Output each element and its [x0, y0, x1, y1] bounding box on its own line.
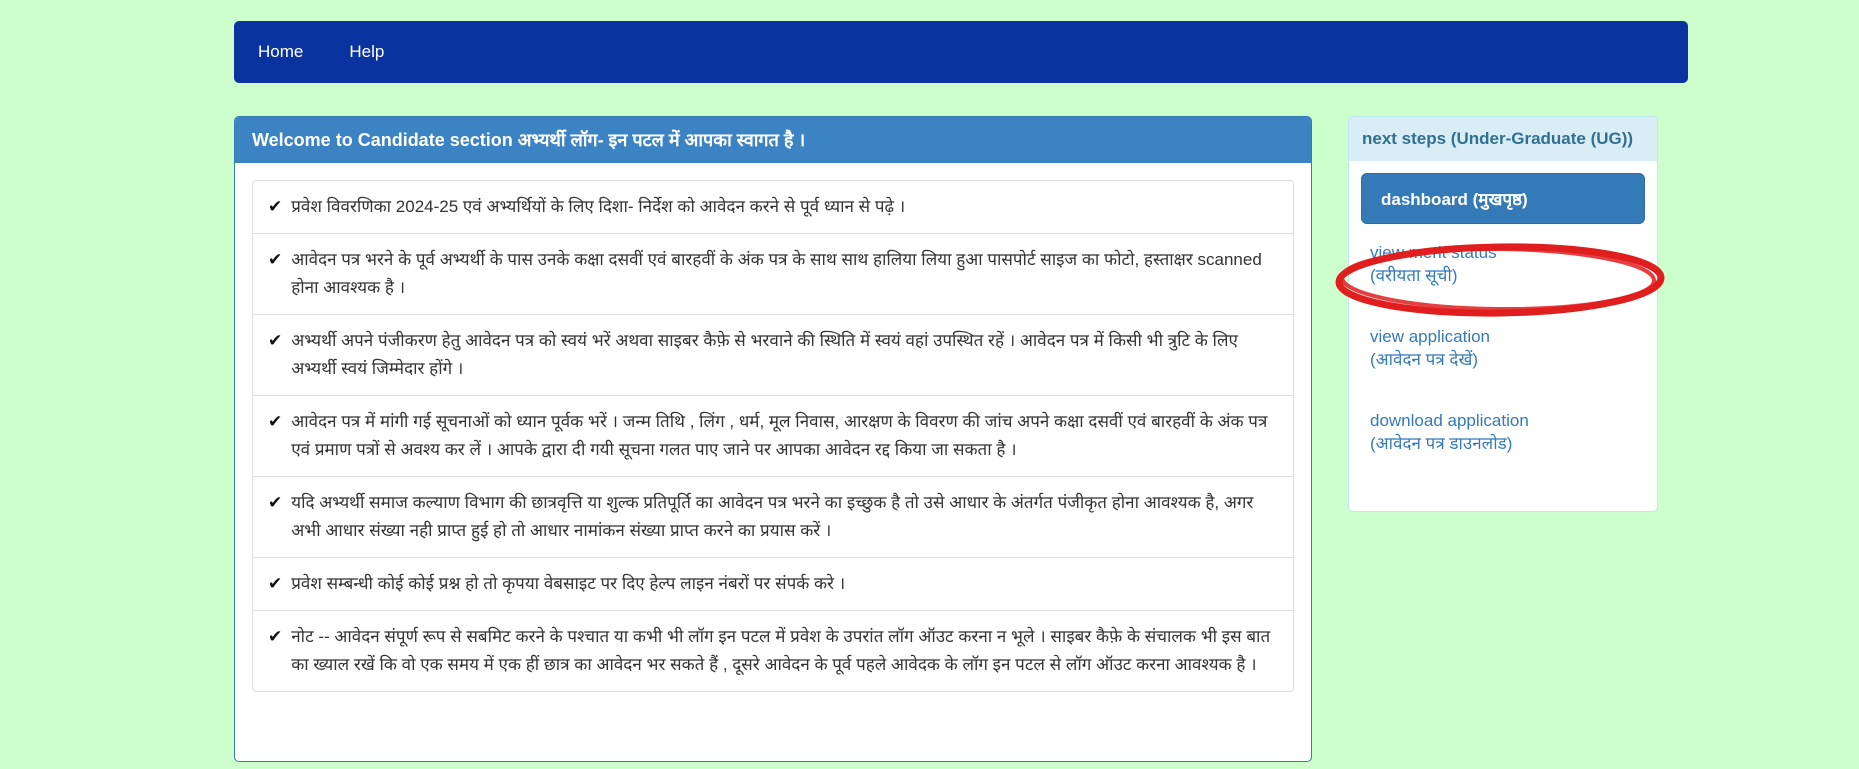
- checkmark-icon: ✔: [268, 197, 283, 216]
- checkmark-icon: ✔: [268, 412, 283, 431]
- checkmark-icon: ✔: [268, 627, 283, 646]
- welcome-panel: [234, 116, 1312, 762]
- instruction-text: आवेदन पत्र में मांगी गई सूचनाओं को ध्यान पूर्वक भरें । जन्म तिथि , लिंग , धर्म, मूल निवास, आरक्षण के विवरण की जांच अपने कक्षा दसवीं एवं बारहवीं के अंक पत्र एवं प्रमाण पत्रों से अवश्य कर लें । आपके द्वारा दी गयी सूचना गलत पाए जाने पर आपका आवेदन रद्द किया जा सकता है ।: [291, 412, 1268, 459]
- checkmark-icon: ✔: [268, 493, 283, 512]
- next-steps-body: [1349, 161, 1657, 505]
- checkmark-icon: ✔: [268, 574, 283, 593]
- instruction-list: [252, 180, 1294, 692]
- checkmark-icon: ✔: [268, 331, 283, 350]
- instruction-item: [253, 395, 1293, 476]
- checkmark-icon: ✔: [268, 250, 283, 269]
- welcome-panel-title: Welcome to Candidate section अभ्यर्थी लॉग- इन पटल में आपका स्वागत है ।: [235, 117, 1311, 163]
- instruction-text: प्रवेश सम्बन्धी कोई कोई प्रश्न हो तो कृपया वेबसाइट पर दिए हेल्प लाइन नंबरों पर संपर्क करे ।: [291, 574, 846, 593]
- nav-home-link[interactable]: Home: [258, 42, 304, 61]
- content-row: [234, 116, 1688, 762]
- navbar: [234, 21, 1688, 83]
- view-merit-status-sublabel[interactable]: (वरीयता सूची): [1370, 266, 1458, 285]
- view-merit-status-label[interactable]: view merit status: [1370, 243, 1497, 262]
- view-application-link[interactable]: [1370, 325, 1645, 371]
- view-application-sublabel[interactable]: (आवेदन पत्र देखें): [1370, 350, 1479, 369]
- instruction-item: [253, 476, 1293, 557]
- main-container: [234, 21, 1688, 762]
- download-application-sublabel[interactable]: (आवेदन पत्र डाउनलोड): [1370, 434, 1513, 453]
- welcome-panel-body: [235, 163, 1311, 709]
- download-application-label[interactable]: download application: [1370, 411, 1529, 430]
- view-application-label[interactable]: view application: [1370, 327, 1491, 346]
- instruction-item: [253, 557, 1293, 610]
- instruction-text: नोट -- आवेदन संपूर्ण रूप से सबमिट करने के पश्चात या कभी भी लॉग इन पटल में प्रवेश के उपरांत लॉग ऑउट करना न भूले । साइबर कैफ़े के संचालक भी इस बात का ख्याल रखें कि वो एक समय में एक हीं छात्र का आवेदन भर सकते हैं , दूसरे आवेदन के पूर्व पहले आवेदक के लॉग इन पटल से लॉग ऑउट करना आवश्यक है ।: [291, 627, 1271, 674]
- next-steps-panel: [1348, 116, 1658, 512]
- dashboard-button[interactable]: dashboard (मुखपृष्ठ): [1361, 173, 1645, 224]
- next-steps-title: next steps (Under-Graduate (UG)): [1349, 117, 1657, 161]
- instruction-item: [253, 181, 1293, 233]
- instruction-item: [253, 314, 1293, 395]
- instruction-item: [253, 233, 1293, 314]
- instruction-item: [253, 610, 1293, 691]
- instruction-text: आवेदन पत्र भरने के पूर्व अभ्यर्थी के पास उनके कक्षा दसवीं एवं बारहवीं के अंक पत्र के साथ साथ हालिया लिया हुआ पासपोर्ट साइज का फोटो, हस्ताक्षर scanned होना आवश्यक है ।: [291, 250, 1262, 297]
- view-merit-status-link[interactable]: [1370, 241, 1645, 287]
- instruction-text: अभ्यर्थी अपने पंजीकरण हेतु आवेदन पत्र को स्वयं भरें अथवा साइबर कैफ़े से भरवाने की स्थिति में स्वयं वहां उपस्थित रहें । आवेदन पत्र में किसी भी त्रुटि के लिए अभ्यर्थी स्वयं जिम्मेदार होंगे ।: [291, 331, 1238, 378]
- nav-help-link[interactable]: Help: [349, 42, 385, 61]
- download-application-link[interactable]: [1370, 409, 1645, 455]
- instruction-text: प्रवेश विवरणिका 2024-25 एवं अभ्यर्थियों के लिए दिशा- निर्देश को आवेदन करने से पूर्व ध्यान से पढ़े ।: [291, 197, 906, 216]
- instruction-text: यदि अभ्यर्थी समाज कल्याण विभाग की छात्रवृत्ति या शुल्क प्रतिपूर्ति का आवेदन पत्र भरने का इच्छुक है तो उसे आधार के अंतर्गत पंजीकृत होना आवश्यक है, अगर अभी आधार संख्या नही प्राप्त हुई हो तो आधार नामांकन संख्या प्राप्त करने का प्रयास करें ।: [291, 493, 1254, 540]
